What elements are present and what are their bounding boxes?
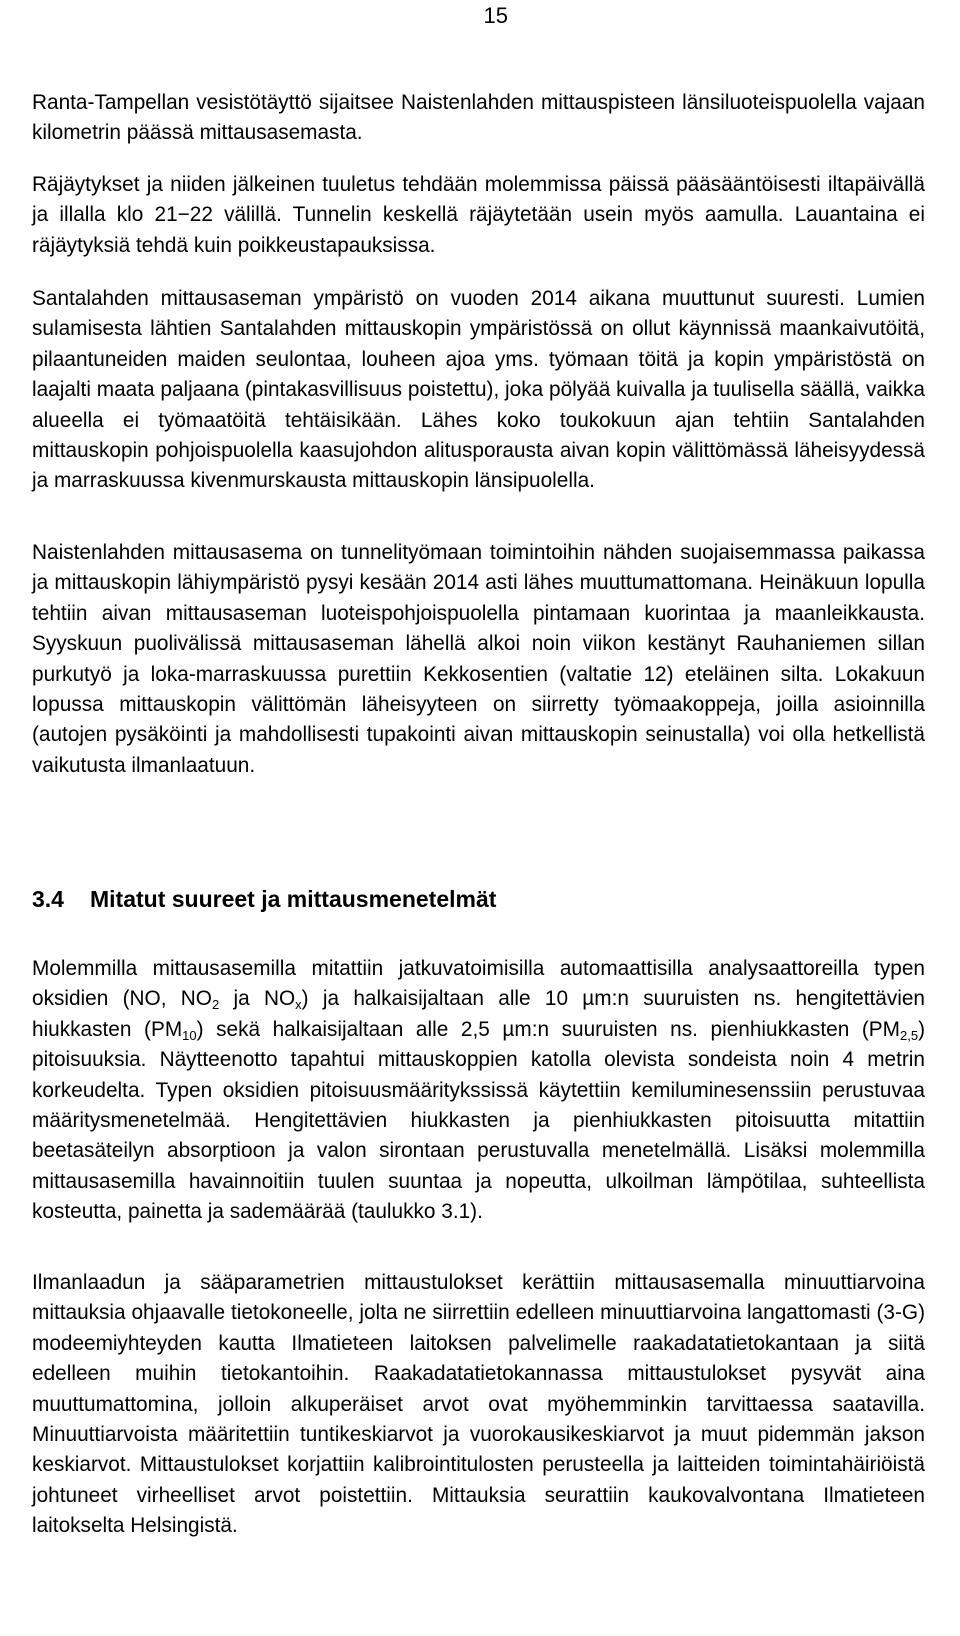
paragraph-santalahti <box>32 284 925 497</box>
subscript: 2,5 <box>900 1027 919 1043</box>
text-run: ja NO <box>219 987 296 1011</box>
text-run: ) sekä halkaisijaltaan alle 2,5 µm:n suuruisten ns. pienhiukkasten (PM <box>196 1017 900 1041</box>
section-number: 3.4 <box>32 886 64 912</box>
text-run: Molemmilla mittausasemilla mitattiin jatkuvatoimisilla automaattisilla analysaattoreilla typen oksidien (NO, NO <box>32 957 925 1011</box>
body-paragraph: Ilmanlaadun ja sääparametrien mittaustulokset kerättiin mittausasemalla minuuttiarvoina mittauksia ohjaavalle tietokoneelle, jolta ne siirrettiin edelleen minuuttiarvoina langattomasti (3-G) modeemiyhteyden kautta Ilmatieteen laitoksen palvelimelle raakadatatietokantaan ja siitä edelleen muihin tietokantoihin. Raakadatatietokannassa mittaustulokset pysyvät aina muuttumattomina, jolloin alkuperäiset arvot ovat myöhemminkin tarvittaessa saatavilla. Minuuttiarvoista määritettiin tuntikeskiarvot ja vuorokausikeskiarvot ja muut pidemmän jakson keskiarvot. Mittaustulokset korjattiin kalibrointitulosten perusteella ja laitteiden toimintahäiriöistä johtuneet virheelliset arvot poistettiin. Mittauksia seurattiin kaukovalvontana Ilmatieteen laitokselta Helsingistä. <box>32 1271 925 1538</box>
section-title-text: Mitatut suureet ja mittausmenetelmät <box>90 886 497 912</box>
subscript: 10 <box>182 1027 197 1043</box>
text-run: ) pitoisuuksia. Näytteenotto tapahtui mittauskoppien katolla olevista sondeista noin 4 metrin korkeudelta. Typen oksidien pitoisuusmääritykssissä käytettiin kemiluminesenssiin perustuvaa määritysmenetelmää. Hengitettävien hiukkasten ja pienhiukkasten pitoisuutta mitattiin beetasäteilyn absorptioon ja valon sirontaan perustuvalla menetelmällä. Lisäksi molemmilla mittausasemilla havainnoitiin tuulen suuntaa ja nopeutta, ulkoilman lämpötilaa, suhteellista kosteutta, painetta ja sademäärää (taulukko 3.1). <box>32 1017 926 1224</box>
section-heading <box>32 884 925 914</box>
paragraph-blasting <box>32 170 925 261</box>
body-paragraph: Naistenlahden mittausasema on tunnelityömaan toimintoihin nähden suojaisemmassa paikassa ja mittauskopin lähiympäristö pysyi kesään 2014 asti lähes muuttumattomana. Heinäkuun lopulla tehtiin aivan mittausaseman luoteispohjoispuolella pintamaan kuorintaa ja maanleikkausta. Syyskuun puolivälissä mittausaseman lähellä alkoi noin viikon kestänyt Rauhaniemen sillan purkutyö ja loka-marraskuussa purettiin Kekkosentien (valtatie 12) eteläinen silta. Lokakuun lopussa mittauskopin välittömän läheisyyteen on siirretty työmaakoppeja, joilla asioinnilla (autojen pysäköinti ja mahdollisesti tupakointi aivan mittauskopin seinustalla) voi olla hetkellistä vaikutusta ilmanlaatuun. <box>32 541 925 777</box>
body-paragraph: Ranta-Tampellan vesistötäyttö sijaitsee Naistenlahden mittauspisteen länsiluoteispuolella vajaan kilometrin päässä mittausasemasta. <box>32 91 925 145</box>
paragraph-data-collection <box>32 1268 925 1542</box>
body-paragraph: Santalahden mittausaseman ympäristö on vuoden 2014 aikana muuttunut suuresti. Lumien sulamisesta lähtien Santalahden mittauskopin ympäristössä on ollut käynnissä maankaivutöitä, pilaantuneiden maiden seulontaa, louheen ajoa yms. työmaan töitä ja kopin ympäristöstä on laajalti maata paljaana (pintakasvillisuus poistettu), joka pölyää kuivalla ja tuulisella säällä, vaikka alueella ei työmaatöitä tehtäisikään. Lähes koko toukokuun ajan tehtiin Santalahden mittauskopin pohjoispuolella kaasujohdon alitusporausta aivan kopin välittömässä läheisyydessä ja marraskuussa kivenmurskausta mittauskopin länsipuolella. <box>32 287 925 493</box>
body-paragraph: Räjäytykset ja niiden jälkeinen tuuletus tehdään molemmissa päissä pääsääntöisesti iltapäivällä ja illalla klo 21−22 välillä. Tunnelin keskellä räjäytetään usein myös aamulla. Lauantaina ei räjäytyksiä tehdä kuin poikkeustapauksissa. <box>32 173 925 257</box>
text-run: ) ja halkaisijaltaan alle 10 µm:n suuruisten ns. hengitettävien hiukkasten (PM <box>32 987 925 1041</box>
paragraph-measured-quantities <box>32 954 925 1228</box>
subscript: x <box>295 997 302 1013</box>
paragraph-ranta-tampella <box>32 88 925 149</box>
section-title <box>32 884 925 914</box>
subscript: 2 <box>211 997 220 1013</box>
body-paragraph <box>32 954 925 1228</box>
page-number: 15 <box>483 3 508 28</box>
paragraph-naistenlahti <box>32 538 925 781</box>
